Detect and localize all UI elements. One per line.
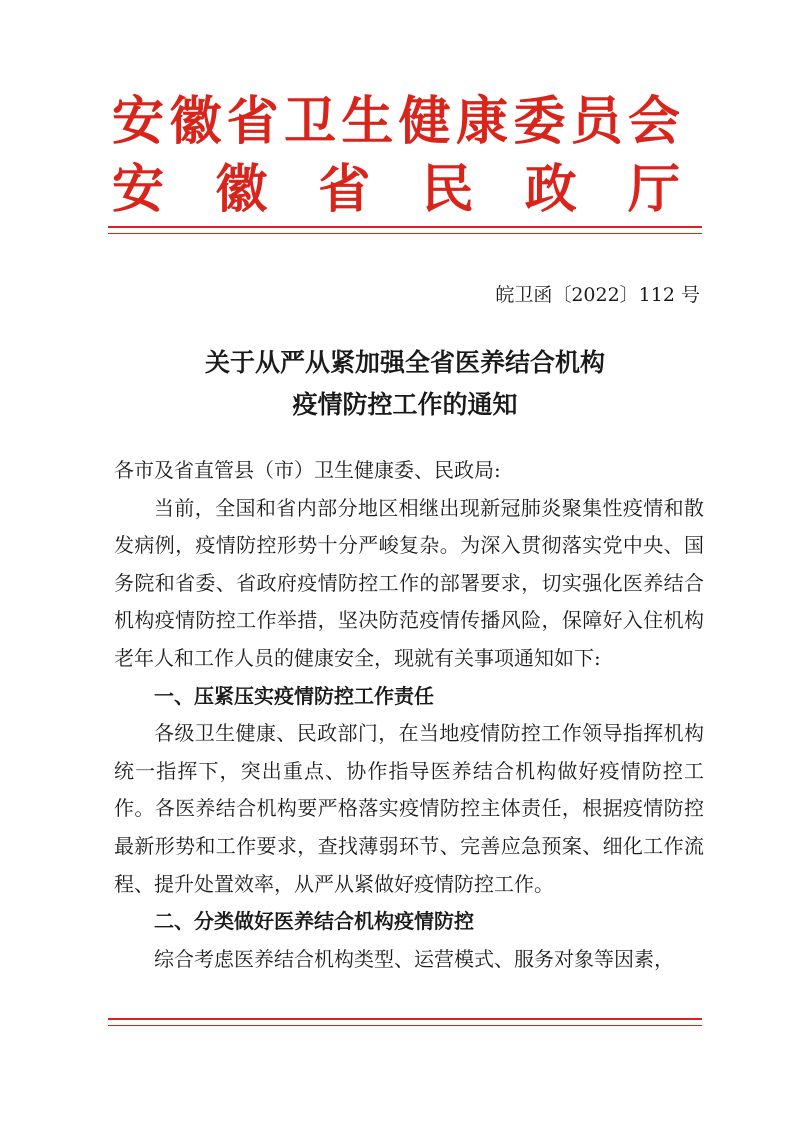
salutation: 各市及省直管县（市）卫生健康委、民政局: [114, 458, 501, 482]
issuing-org-health-commission: 安徽省卫生健康委员会 [112, 91, 680, 152]
document-body [114, 452, 704, 978]
document-number: 皖卫函〔2022〕112 号 [495, 284, 700, 306]
section-2-paragraph: 综合考虑医养结合机构类型、运营模式、服务对象等因素， [154, 946, 674, 971]
document-title-line-1: 关于从严从紧加强全省医养结合机构 [204, 348, 605, 377]
footer-red-divider-thick [108, 1018, 702, 1020]
section-2-heading: 二、分类做好医养结合机构疫情防控 [154, 909, 474, 934]
section-1-heading: 一、压紧压实疫情防控工作责任 [154, 683, 434, 708]
intro-paragraph: 当前，全国和省内部分地区相继出现新冠肺炎聚集性疫情和散发病例，疫情防控形势十分严峻复杂。为深入贯彻落实党中央、国务院和省委、省政府疫情防控工作的部署要求，切实强化医养结合机构疫情防控工作举措，坚决防范疫情传播风险，保障好入住机构老年人和工作人员的健康安全，现就有关事项通知如下: [114, 495, 704, 670]
document-title-line-2: 疫情防控工作的通知 [292, 390, 518, 419]
section-1-paragraph: 各级卫生健康、民政部门，在当地疫情防控工作领导指挥机构统一指挥下，突出重点、协作指导医养结合机构做好疫情防控工作。各医养结合机构要严格落实疫情防控主体责任，根据疫情防控最新形势和工作要求，查找薄弱环节、完善应急预案、细化工作流程、提升处置效率，从严从紧做好疫情防控工作。 [114, 721, 704, 896]
red-divider-thick [108, 226, 702, 228]
red-divider-thin [108, 233, 702, 234]
issuing-org-civil-affairs: 安徽省民政厅 [112, 159, 680, 220]
footer-red-divider-thin [108, 1025, 702, 1026]
